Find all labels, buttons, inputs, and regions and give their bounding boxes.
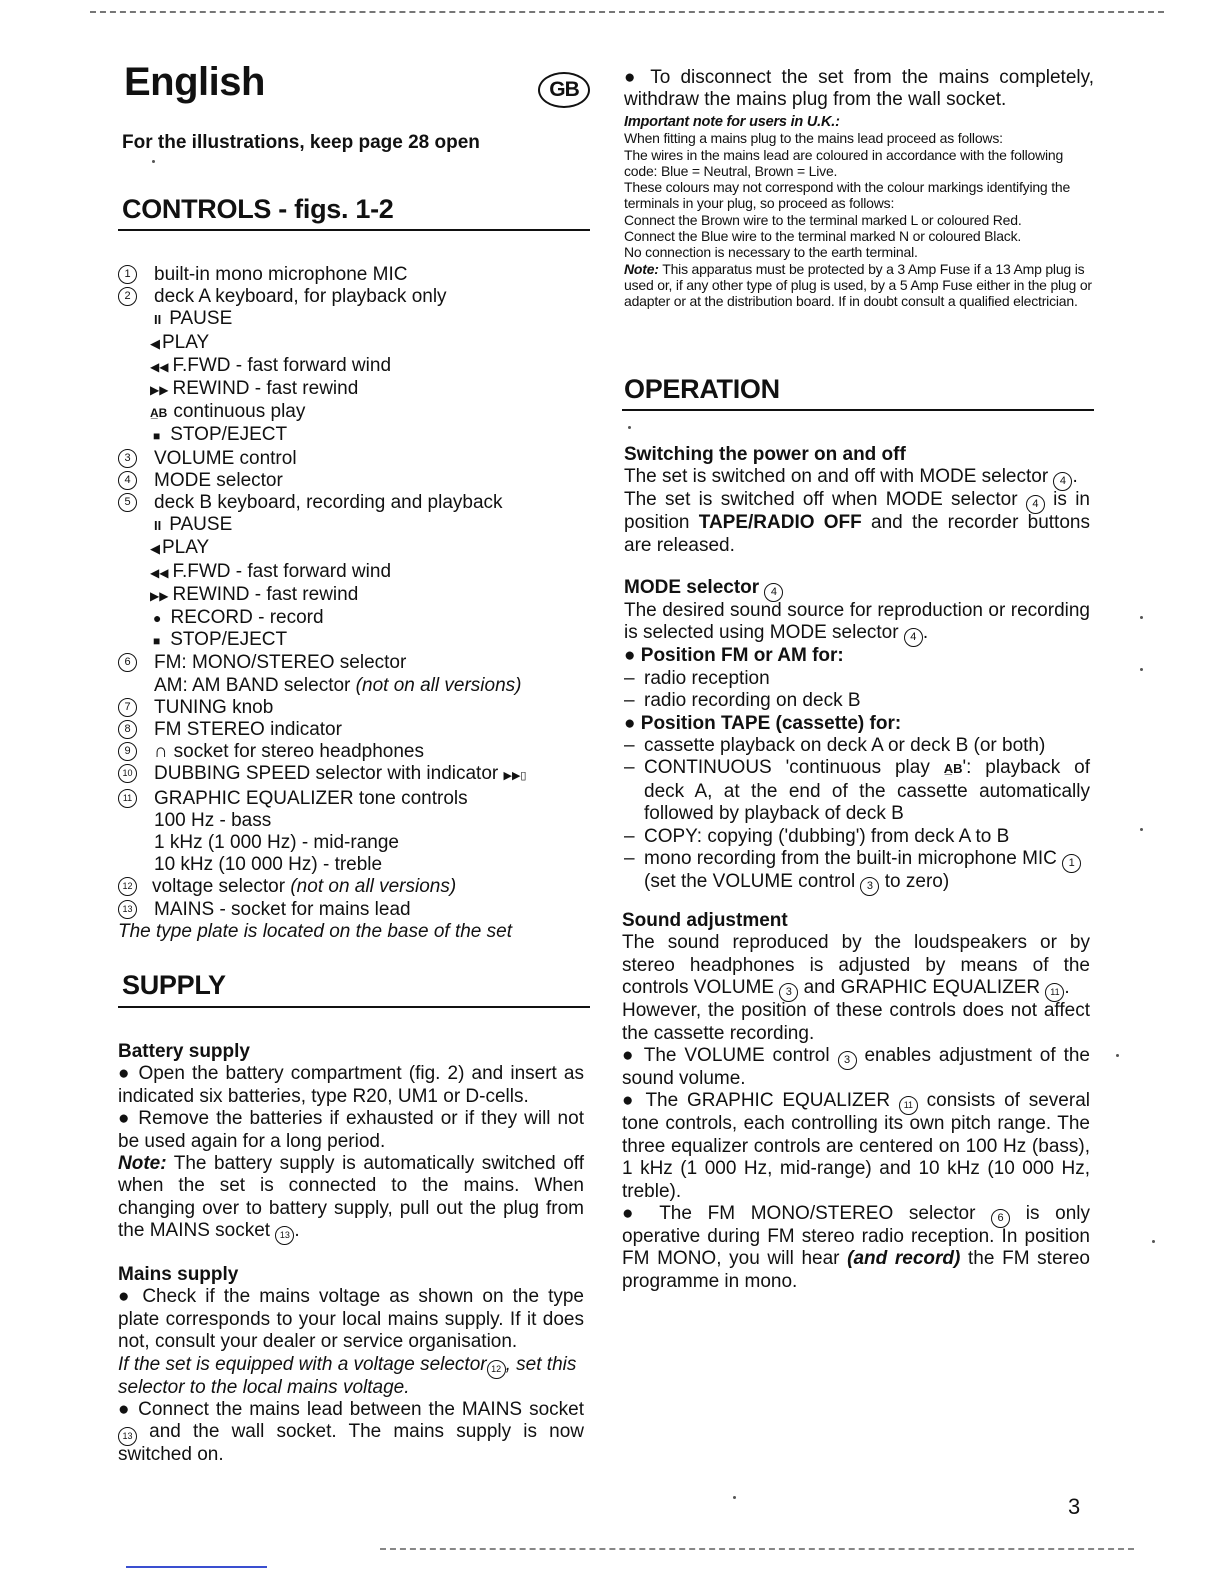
circled-number: 6 — [118, 653, 137, 672]
pause-icon: II — [154, 312, 162, 328]
fast-forward-icon: ◀◀ — [150, 565, 169, 580]
scan-speck — [628, 426, 631, 429]
control-item-6: 6 FM: MONO/STEREO selector — [118, 652, 590, 674]
uk-note-line: The wires in the mains lead are coloured in accordance with the following code: Blue = Neutral, Brown = Live. — [624, 146, 1064, 179]
list-item: – radio reception — [624, 667, 770, 689]
scan-speck — [733, 1496, 736, 1499]
pause-icon: II — [154, 518, 162, 534]
controls-rule — [118, 229, 590, 231]
circled-number: 3 — [118, 449, 137, 468]
circled-number: 11 — [118, 789, 137, 808]
mains-section — [118, 1264, 584, 1467]
mains-heading: Mains supply — [118, 1264, 239, 1285]
fast-forward-icon: ◀◀ — [150, 359, 169, 374]
sound-section — [622, 910, 1090, 1293]
sound-paragraph-2: However, the position of these controls does not affect the cassette recording. — [622, 1000, 1090, 1044]
position-fm-am: ● Position FM or AM for: — [624, 645, 844, 667]
control-item-12: 12 voltage selector (not on all versions) — [118, 876, 590, 898]
control-item-7: 7 TUNING knob — [118, 697, 590, 719]
stop-icon: ■ — [153, 429, 161, 444]
control-item-13: 13 MAINS - socket for mains lead — [118, 899, 590, 921]
mode-paragraph: The desired sound source for reproduction or recording is selected using MODE selector 4 . — [624, 600, 1090, 645]
circled-number: 12 — [118, 877, 137, 896]
scan-speck — [1140, 828, 1143, 831]
power-paragraph-1: The set is switched on and off with MODE selector 4 . — [624, 466, 1090, 489]
control-item-5: 5 deck B keyboard, recording and playback — [118, 492, 590, 514]
control-sub-play: ◀ PLAY — [118, 332, 590, 355]
scan-border-bottom — [380, 1548, 1134, 1550]
control-item-11-bass: 100 Hz - bass — [154, 809, 272, 831]
keep-open-note: For the illustrations, keep page 28 open — [122, 132, 480, 153]
power-section — [624, 444, 1090, 557]
control-sub-play: ◀ PLAY — [118, 537, 590, 560]
control-item-2: 2 deck A keyboard, for playback only — [118, 286, 590, 308]
continuous-play-icon: A̲B — [943, 761, 963, 777]
uk-note-line: When fitting a mains plug to the mains lead proceed as follows: — [624, 130, 1003, 147]
battery-paragraph-1: ● Open the battery compartment (fig. 2) and insert as indicated six batteries, type R20, UM1 or D-cells. — [118, 1063, 584, 1107]
record-icon: ● — [153, 610, 162, 627]
circled-number: 5 — [118, 493, 137, 512]
scan-speck — [1140, 616, 1143, 619]
uk-note-line: Connect the Brown wire to the terminal marked L or coloured Red. — [624, 211, 1022, 228]
circled-number: 13 — [118, 900, 137, 919]
sound-paragraph-4: ● The GRAPHIC EQUALIZER 11 consists of several tone controls, each controlling its own pitch range. The three equalizer controls are centered on 100 Hz (bass), 1 kHz (1 000 Hz, mid-range) and 10 kHz (10 000 Hz, treble). — [622, 1090, 1090, 1202]
rewind-icon: ▶▶ — [150, 383, 169, 398]
list-item: – cassette playback on deck A or deck B (or both) — [624, 735, 1046, 757]
type-plate-note: The type plate is located on the base of the set — [118, 920, 512, 942]
circled-number: 4 — [118, 471, 137, 490]
operation-rule — [622, 409, 1094, 411]
battery-paragraph-2: ● Remove the batteries if exhausted or if they will not be used again for a long period. — [118, 1108, 584, 1152]
sound-paragraph-1: The sound reproduced by the loudspeakers or by stereo headphones is adjusted by means of the controls VOLUME 3 and GRAPHIC EQUALIZER 11 . — [622, 932, 1090, 1000]
stop-icon: ■ — [153, 634, 161, 649]
battery-section — [118, 1041, 584, 1243]
sound-paragraph-3: ● The VOLUME control 3 enables adjustment of the sound volume. — [622, 1045, 1090, 1090]
circled-number: 2 — [118, 287, 137, 306]
uk-note-line: These colours may not correspond with the colour markings identifying the terminals in your plug, so proceed as follows: — [624, 179, 1071, 212]
continuous-play-icon: A̲B — [150, 406, 168, 421]
battery-heading: Battery supply — [118, 1041, 250, 1062]
power-heading: Switching the power on and off — [624, 444, 906, 465]
mode-section — [624, 577, 1090, 894]
control-item-4: 4 MODE selector — [118, 470, 590, 492]
control-sub-pause: II PAUSE — [118, 308, 590, 331]
list-item: – mono recording from the built-in microphone MIC 1 (set the VOLUME control 3 to zero) — [624, 848, 1090, 894]
control-item-11: 11 GRAPHIC EQUALIZER tone controls — [118, 788, 590, 810]
rewind-icon: ▶▶ — [150, 588, 169, 603]
battery-note: Note: The battery supply is automatically switched off when the set is connected to the mains. When changing over to battery supply, pull out the plug from the MAINS socket 13 . — [118, 1153, 584, 1243]
control-sub-rewind: ▶▶ REWIND - fast rewind — [118, 584, 590, 607]
controls-heading: CONTROLS - figs. 1-2 — [122, 194, 394, 224]
list-item: – COPY: copying ('dubbing') from deck A to B — [624, 825, 1010, 847]
scan-border-top — [90, 11, 1164, 13]
play-icon: ◀ — [150, 541, 160, 557]
list-item: – radio recording on deck B — [624, 690, 861, 712]
control-sub-continuous: A̲B continuous play — [118, 401, 590, 424]
circled-number: 1 — [118, 265, 137, 284]
dubbing-indicator-icon: ▶▶▯ — [503, 770, 527, 783]
mode-heading: MODE selector 4 — [624, 577, 1090, 600]
list-item: – CONTINUOUS 'continuous play A̲B': playback of deck A, at the end of the cassette automatically followed by playback of deck B — [624, 757, 1090, 825]
scan-speck — [152, 160, 155, 163]
scan-speck — [1140, 668, 1143, 671]
control-item-11-mid: 1 kHz (1 000 Hz) - mid-range — [154, 832, 399, 854]
supply-heading: SUPPLY — [122, 970, 226, 1000]
control-item-3: 3 VOLUME control — [118, 448, 590, 470]
scan-speck — [1116, 1054, 1119, 1057]
mains-paragraph-1: ● Check if the mains voltage as shown on the type plate corresponds to your local mains supply. If it does not, consult your dealer or service organisation. — [118, 1286, 584, 1353]
page-title: English — [124, 60, 265, 104]
control-item-10: 10 DUBBING SPEED selector with indicator ▶▶▯ — [118, 763, 590, 787]
scan-speck — [1152, 1240, 1155, 1243]
operation-heading: OPERATION — [624, 374, 780, 404]
control-sub-stop: ■ STOP/EJECT — [118, 629, 590, 652]
control-item-6-am: AM: AM BAND selector (not on all versions) — [154, 674, 522, 696]
circled-number: 8 — [118, 720, 137, 739]
control-sub-ffwd: ◀◀ F.FWD - fast forward wind — [118, 561, 590, 584]
controls-list — [118, 264, 590, 943]
page-number: 3 — [1068, 1494, 1081, 1519]
scan-mark — [126, 1566, 267, 1568]
language-badge: GB — [538, 72, 590, 108]
circled-number: 10 — [118, 764, 137, 783]
control-sub-rewind: ▶▶ REWIND - fast rewind — [118, 378, 590, 401]
circled-number: 9 — [118, 742, 137, 761]
headphones-icon: ∩ — [154, 741, 168, 763]
position-tape: ● Position TAPE (cassette) for: — [624, 712, 902, 734]
control-item-1: 1 built-in mono microphone MIC — [118, 264, 590, 286]
play-icon: ◀ — [150, 335, 160, 351]
uk-fuse-note: Note: This apparatus must be protected by a 3 Amp Fuse if a 13 Amp plug is used or, if any other type of plug is used, by a 5 Amp Fuse either in the plug or adapter or at the distribution board. If in doubt consult a qualified electrician. — [624, 260, 1092, 310]
control-item-11-treble: 10 kHz (10 000 Hz) - treble — [154, 854, 383, 876]
sound-heading: Sound adjustment — [622, 910, 788, 931]
supply-rule — [118, 1006, 590, 1008]
control-sub-ffwd: ◀◀ F.FWD - fast forward wind — [118, 355, 590, 378]
uk-note-block — [624, 114, 1092, 310]
control-item-9: 9 ∩ socket for stereo headphones — [118, 741, 590, 763]
disconnect-paragraph: ● To disconnect the set from the mains completely, withdraw the mains plug from the wall socket. — [624, 67, 1094, 111]
power-paragraph-2: The set is switched off when MODE selector 4 is in position TAPE/RADIO OFF and the recorder buttons are released. — [624, 489, 1090, 556]
control-sub-pause: II PAUSE — [118, 514, 590, 537]
mains-voltage-note: If the set is equipped with a voltage selector 12 , set this selector to the local mains voltage. — [118, 1353, 577, 1398]
control-sub-record: ● RECORD - record — [153, 607, 324, 629]
control-item-8: 8 FM STEREO indicator — [118, 719, 590, 741]
uk-note-line: Connect the Blue wire to the terminal marked N or coloured Black. — [624, 228, 1022, 245]
uk-note-line: No connection is necessary to the earth terminal. — [624, 244, 918, 261]
circled-number: 7 — [118, 698, 137, 717]
control-sub-stop: ■ STOP/EJECT — [118, 424, 590, 447]
sound-paragraph-5: ● The FM MONO/STEREO selector 6 is only operative during FM stereo radio reception. In position FM MONO, you will hear (and record) the FM stereo programme in mono. — [622, 1203, 1091, 1292]
mains-paragraph-2: ● Connect the mains lead between the MAINS socket13 and the wall socket. The mains supply is now switched on. — [118, 1399, 584, 1466]
uk-note-heading: Important note for users in U.K.: — [624, 114, 840, 130]
